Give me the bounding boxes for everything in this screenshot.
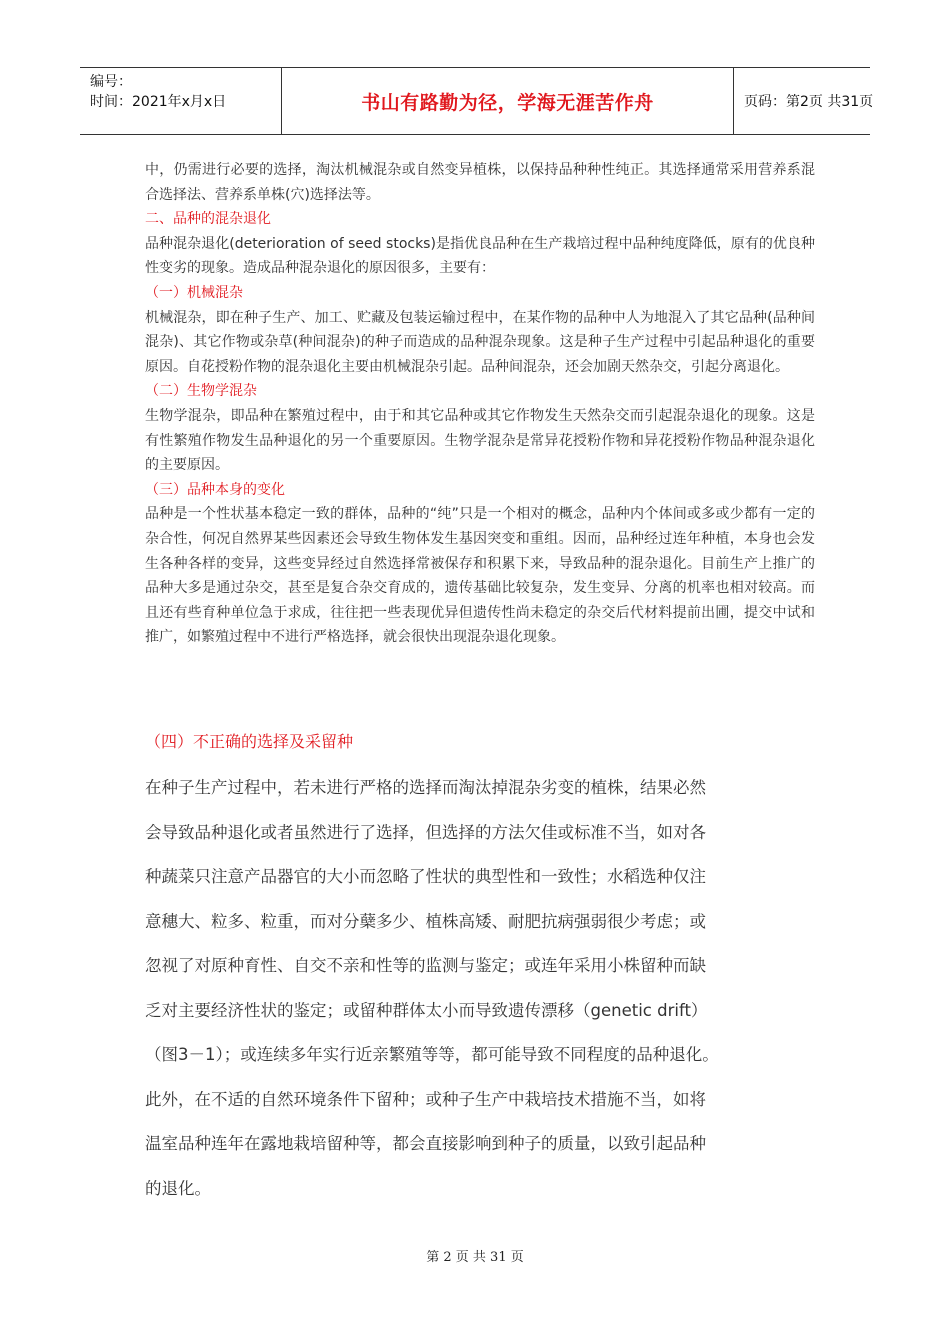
document-number-label: 编号：: [90, 74, 132, 90]
header-motto-cell: [282, 68, 734, 134]
page-header: [80, 67, 874, 135]
header-page-info: 页码：第2页 共31页: [744, 94, 874, 110]
section-heading: （三）品种本身的变化: [145, 481, 285, 498]
footer-page-number: 第 2 页 共 31 页: [426, 1250, 524, 1265]
text-line: 温室品种连年在露地栽培留种等，都会直接影响到种子的质量，以致引起品种: [145, 1134, 706, 1153]
document-time-label: 时间：2021年x月x日: [90, 94, 227, 110]
paragraph: 生物学混杂，即品种在繁殖过程中，由于和其它品种或其它作物发生天然杂交而引起混杂退化的现象。这是有性繁殖作物发生品种退化的另一个重要原因。生物学混杂是常异花授粉作物和异花授粉作物品种混杂退化的主要原因。: [145, 407, 815, 474]
text-line: 在种子生产过程中，若未进行严格的选择而淘汰掉混杂劣变的植株，结果必然: [145, 778, 706, 797]
paragraph: 中，仍需进行必要的选择，淘汰机械混杂或自然变异植株，以保持品种种性纯正。其选择通常采用营养系混合选择法、营养系单株(穴)选择法等。: [145, 162, 815, 203]
paragraph: 机械混杂，即在种子生产、加工、贮藏及包装运输过程中，在某作物的品种中人为地混入了其它品种(品种间混杂)、其它作物或杂草(种间混杂)的种子而造成的品种混杂现象。这是种子生产过程中引起品种退化的重要原因。自花授粉作物的混杂退化主要由机械混杂引起。品种间混杂，还会加剧天然杂交，引起分离退化。: [145, 309, 815, 375]
section-heading: （四）不正确的选择及采留种: [145, 732, 354, 751]
section-heading: （二）生物学混杂: [145, 383, 257, 400]
text-line: 乏对主要经济性状的鉴定；或留种群体太小而导致遗传漂移（genetic drift）: [145, 1000, 708, 1020]
header-meta-cell: [80, 68, 282, 134]
section-four-body: [145, 776, 817, 1221]
page-footer: [0, 1246, 950, 1265]
text-line: 忽视了对原种育性、自交不亲和性等的监测与鉴定；或连年采用小株留种而缺: [145, 956, 706, 975]
text-line: 的退化。: [145, 1178, 211, 1198]
text-line: 此外，在不适的自然环境条件下留种；或种子生产中栽培技术措施不当，如将: [145, 1089, 706, 1109]
text-line: 意穗大、粒多、粒重，而对分蘖多少、植株高矮、耐肥抗病强弱很少考虑；或: [145, 911, 706, 931]
paragraph: 品种是一个性状基本稳定一致的群体，品种的“纯”只是一个相对的概念，品种内个体间或多或少都有一定的杂合性，何况自然界某些因素还会导致生物体发生基因突变和重组。因而，品种经过连年种植，本身也会发生各种各样的变异，这些变异经过自然选择常被保存和积累下来，导致品种的混杂退化。目前生产上推广的品种大多是通过杂交，甚至是复合杂交育成的，遗传基础比较复杂，发生变异、分离的机率也相对较高。而且还有些育种单位急于求成，往往把一些表现优异但遗传性尚未稳定的杂交后代材料提前出圃，提交中试和推广，如繁殖过程中不进行严格选择，就会很快出现混杂退化现象。: [145, 506, 815, 646]
section-four: [145, 730, 817, 754]
header-page-cell: [734, 68, 874, 134]
text-line: （图3－1）；或连续多年实行近亲繁殖等等，都可能导致不同程度的品种退化。: [145, 1045, 719, 1064]
section-heading: （一）机械混杂: [145, 284, 243, 301]
text-line: 种蔬菜只注意产品器官的大小而忽略了性状的典型性和一致性；水稻选种仅注: [145, 867, 706, 886]
header-motto: 书山有路勤为径，学海无涯苦作舟: [361, 91, 654, 114]
paragraph: 品种混杂退化(deterioration of seed stocks)是指优良品种在生产栽培过程中品种纯度降低，原有的优良种性变劣的现象。造成品种混杂退化的原因很多，主要有：: [145, 235, 815, 277]
body-text-small: [145, 158, 815, 650]
section-heading: 二、品种的混杂退化: [145, 211, 271, 228]
text-line: 会导致品种退化或者虽然进行了选择，但选择的方法欠佳或标准不当，如对各: [145, 822, 706, 842]
